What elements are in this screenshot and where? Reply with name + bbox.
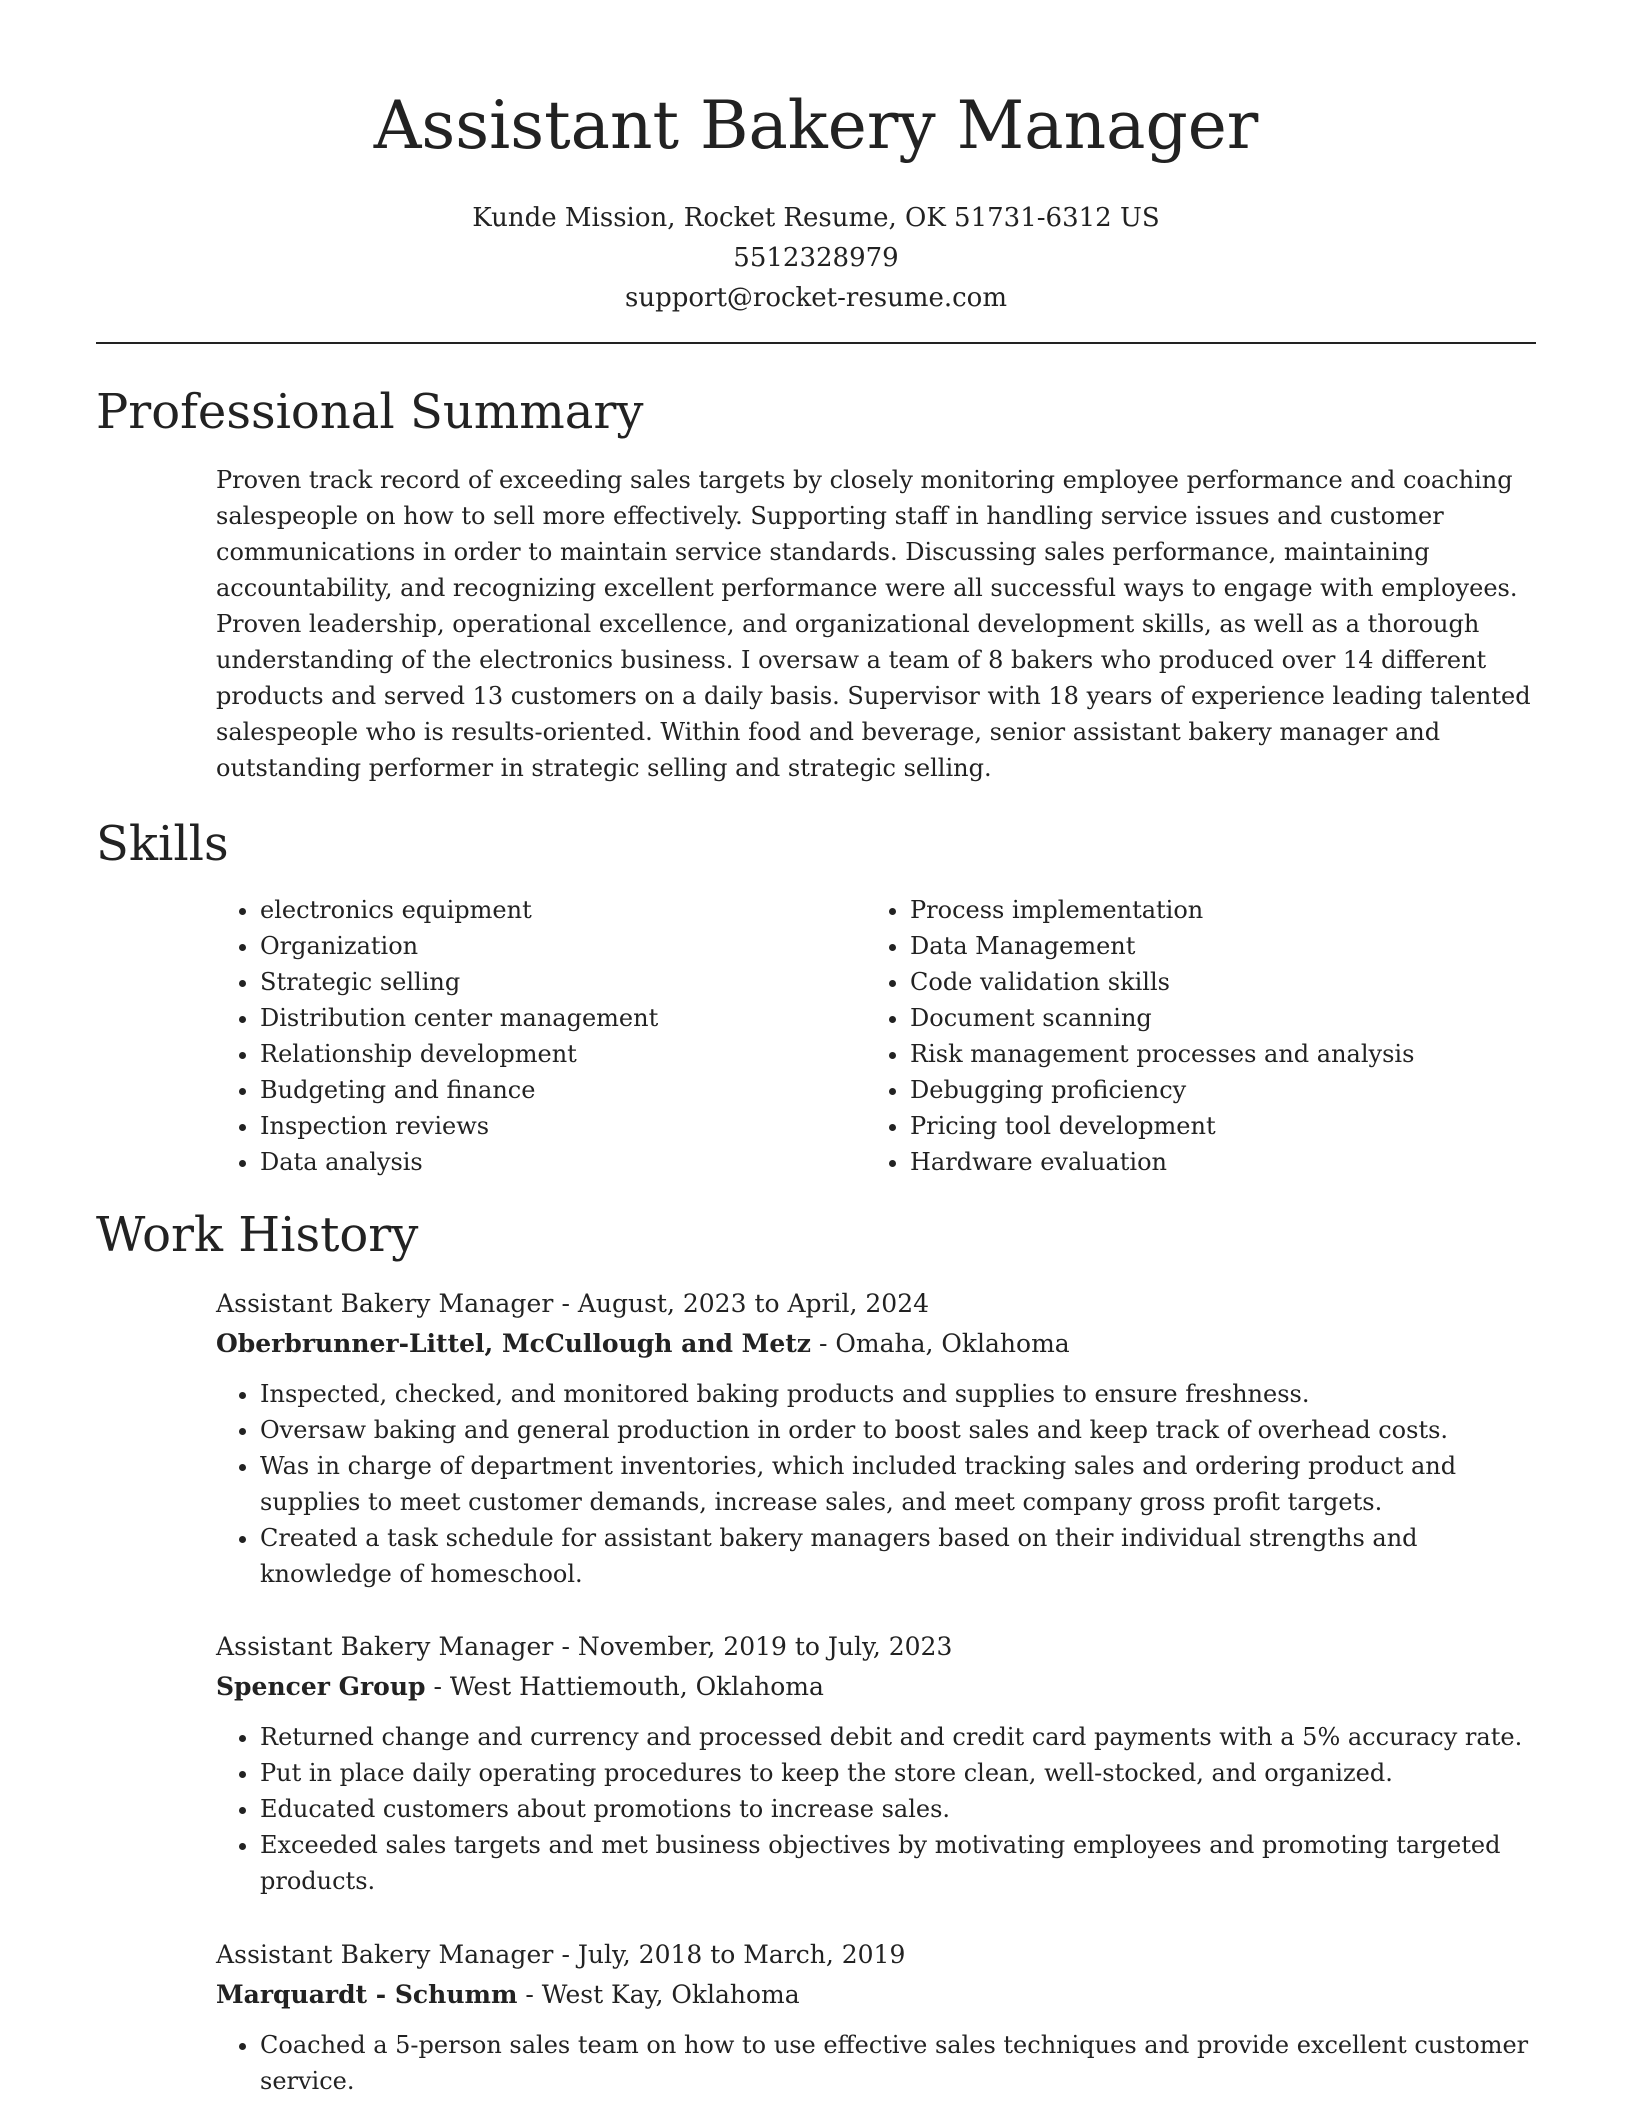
job-title-line	[216, 1284, 1536, 1324]
job-location: West Kay, Oklahoma	[541, 1980, 800, 2009]
header-divider	[96, 342, 1536, 344]
job-bullet: • Created a task schedule for assistant bakery managers based on their individual strengths and knowledge of homeschool.	[260, 1520, 1536, 1592]
job-title: Assistant Bakery Manager	[216, 1632, 554, 1661]
job-company-line	[216, 1975, 1536, 2015]
job-bullet: • Put in place daily operating procedures to keep the store clean, well-stocked, and organized.	[260, 1755, 1536, 1791]
job-dates: July, 2018 to March, 2019	[577, 1940, 906, 1969]
skill-item: • Organization	[260, 928, 658, 964]
job-bullet: • Inspected, checked, and monitored baking products and supplies to ensure freshness.	[260, 1376, 1536, 1412]
contact-email: support@rocket-resume.com	[624, 283, 1007, 313]
job-bullet: • Exceeded sales targets and met business objectives by motivating employees and promoting targeted products.	[260, 1827, 1536, 1899]
job-location: Omaha, Oklahoma	[835, 1329, 1070, 1358]
job-bullet: • Returned change and currency and processed debit and credit card payments with a 5% accuracy rate.	[260, 1719, 1536, 1755]
job-separator: -	[433, 1672, 450, 1701]
resume-title: Assistant Bakery Manager	[373, 87, 1259, 164]
job-company: Spencer Group	[216, 1672, 426, 1701]
skill-item: • Pricing tool development	[910, 1108, 1414, 1144]
skill-item: • Hardware evaluation	[910, 1144, 1414, 1180]
contact-phone: 5512328979	[733, 243, 899, 273]
job-company: Marquardt - Schumm	[216, 1980, 518, 2009]
job-separator: -	[561, 1940, 578, 1969]
skills-heading: Skills	[96, 816, 229, 872]
skill-item: • Debugging proficiency	[910, 1072, 1414, 1108]
job-separator: -	[525, 1980, 542, 2009]
job-separator: -	[561, 1632, 578, 1661]
skill-item: • Risk management processes and analysis	[910, 1036, 1414, 1072]
job-bullet: • Oversaw baking and general production in order to boost sales and keep track of overhead costs.	[260, 1412, 1536, 1448]
job-bullet: • Coached a 5-person sales team on how to use effective sales techniques and provide excellent customer service.	[260, 2027, 1536, 2099]
job-title-line	[216, 1935, 1536, 1975]
skill-item: • Inspection reviews	[260, 1108, 658, 1144]
contact-block	[0, 198, 1632, 318]
job-company-line	[216, 1324, 1536, 1364]
skills-list-right	[866, 892, 1414, 1180]
job-company: Oberbrunner-Littel, McCullough and Metz	[216, 1329, 812, 1358]
skill-item: • Budgeting and finance	[260, 1072, 658, 1108]
contact-address: Kunde Mission, Rocket Resume, OK 51731-6312 US	[472, 203, 1160, 233]
job-bullet: • Was in charge of department inventories, which included tracking sales and ordering product and supplies to meet customer demands, increase sales, and meet company gross profit targets.	[260, 1448, 1536, 1520]
job-title: Assistant Bakery Manager	[216, 1289, 554, 1318]
work-history-heading: Work History	[96, 1207, 419, 1263]
skill-item: • Distribution center management	[260, 1000, 658, 1036]
skill-item: • Code validation skills	[910, 964, 1414, 1000]
job-separator: -	[818, 1329, 836, 1358]
job-dates: August, 2023 to April, 2024	[577, 1289, 930, 1318]
job-entry	[216, 1935, 1536, 2099]
job-title-line	[216, 1627, 1536, 1667]
skill-item: • Data analysis	[260, 1144, 658, 1180]
skill-item: • Process implementation	[910, 892, 1414, 928]
resume-header	[0, 0, 1632, 318]
skill-item: • Relationship development	[260, 1036, 658, 1072]
job-bullets	[216, 1719, 1536, 1899]
job-bullet: • Educated customers about promotions to increase sales.	[260, 1791, 1536, 1827]
skill-item: • electronics equipment	[260, 892, 658, 928]
summary-heading: Professional Summary	[96, 384, 644, 440]
job-location: West Hattiemouth, Oklahoma	[449, 1672, 824, 1701]
summary-text: Proven track record of exceeding sales targets by closely monitoring employee performance and coaching salespeople on how to sell more effectively. Supporting staff in handling service issues and customer communications in order to maintain service standards. Discussing sales performance, maintaining accountability, and recognizing excellent performance were all successful ways to engage with employees. Proven leadership, operational excellence, and organizational development skills, as well as a thorough understanding of the electronics business. I oversaw a team of 8 bakers who produced over 14 different products and served 13 customers on a daily basis. Supervisor with 18 years of experience leading talented salespeople who is results-oriented. Within food and beverage, senior assistant bakery manager and outstanding performer in strategic selling and strategic selling.	[216, 466, 1531, 782]
job-dates: November, 2019 to July, 2023	[577, 1632, 953, 1661]
job-title: Assistant Bakery Manager	[216, 1940, 554, 1969]
job-bullets	[216, 2027, 1536, 2099]
skills-list-left	[216, 892, 658, 1180]
job-entry	[216, 1284, 1536, 1592]
skill-item: • Data Management	[910, 928, 1414, 964]
skill-item: • Document scanning	[910, 1000, 1414, 1036]
job-entry	[216, 1627, 1536, 1899]
job-bullets	[216, 1376, 1536, 1592]
job-separator: -	[561, 1289, 578, 1318]
job-company-line	[216, 1667, 1536, 1707]
skill-item: • Strategic selling	[260, 964, 658, 1000]
